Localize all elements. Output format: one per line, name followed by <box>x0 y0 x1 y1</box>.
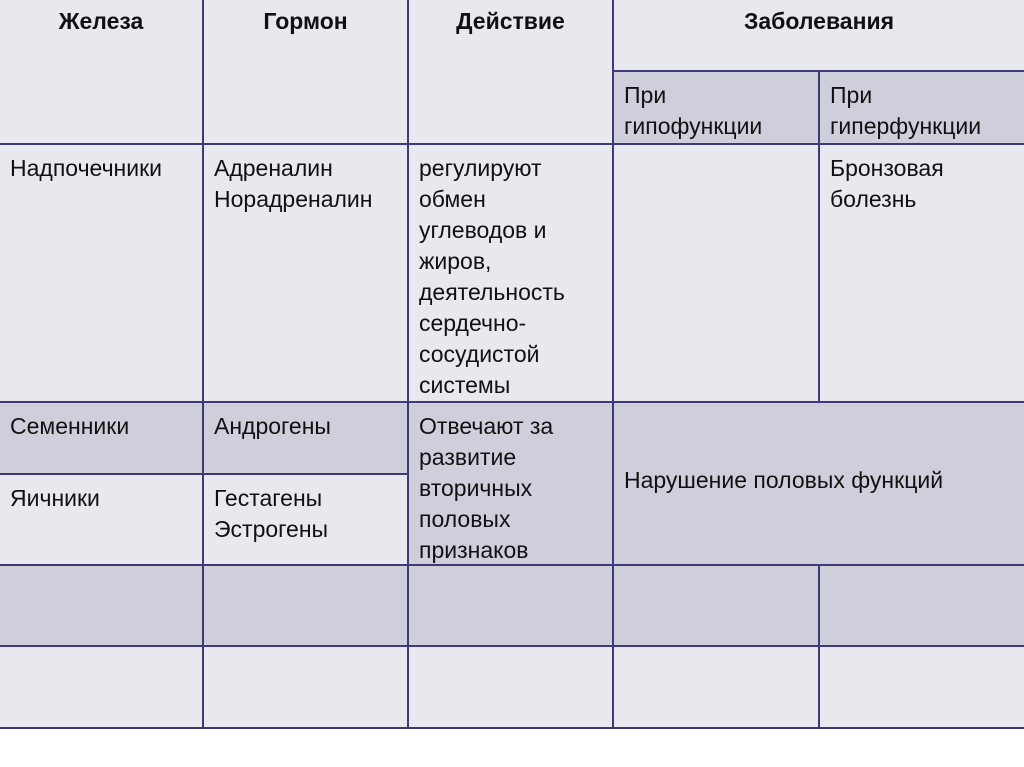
empty-cell <box>204 647 409 729</box>
cell-hyper-adrenal: Бронзовая болезнь <box>820 145 1024 403</box>
header-action: Действие <box>409 0 614 145</box>
empty-cell <box>820 566 1024 647</box>
cell-disease-sex-glands <box>614 403 1024 566</box>
cell-hypo-adrenal <box>614 145 820 403</box>
header-hormone: Гормон <box>204 0 409 145</box>
cell-action-adrenal: регулируют обмен углеводов и жиров, деятельность сердечно- сосудистой системы <box>409 145 614 403</box>
page-bottom-margin <box>0 729 1024 767</box>
disease-sex-glands-text: Нарушение половых функций <box>624 467 944 493</box>
cell-gland-ovaries: Яичники <box>0 475 204 566</box>
cell-hormone-testes: Андрогены <box>204 403 409 475</box>
empty-cell <box>614 647 820 729</box>
cell-hormone-adrenal: Адреналин Норадреналин <box>204 145 409 403</box>
empty-cell <box>0 647 204 729</box>
empty-cell <box>409 566 614 647</box>
empty-cell <box>614 566 820 647</box>
empty-cell <box>820 647 1024 729</box>
empty-cell <box>409 647 614 729</box>
empty-cell <box>204 566 409 647</box>
header-hyperfunction: При гиперфункции <box>820 72 1024 145</box>
cell-gland-adrenal: Надпочечники <box>0 145 204 403</box>
empty-cell <box>0 566 204 647</box>
cell-gland-testes: Семенники <box>0 403 204 475</box>
header-gland: Железа <box>0 0 204 145</box>
cell-hormone-ovaries: Гестагены Эстрогены <box>204 475 409 566</box>
header-diseases: Заболевания <box>614 0 1024 72</box>
header-hypofunction: При гипофункции <box>614 72 820 145</box>
cell-action-sex-glands: Отвечают за развитие вторичных половых признаков <box>409 403 614 566</box>
